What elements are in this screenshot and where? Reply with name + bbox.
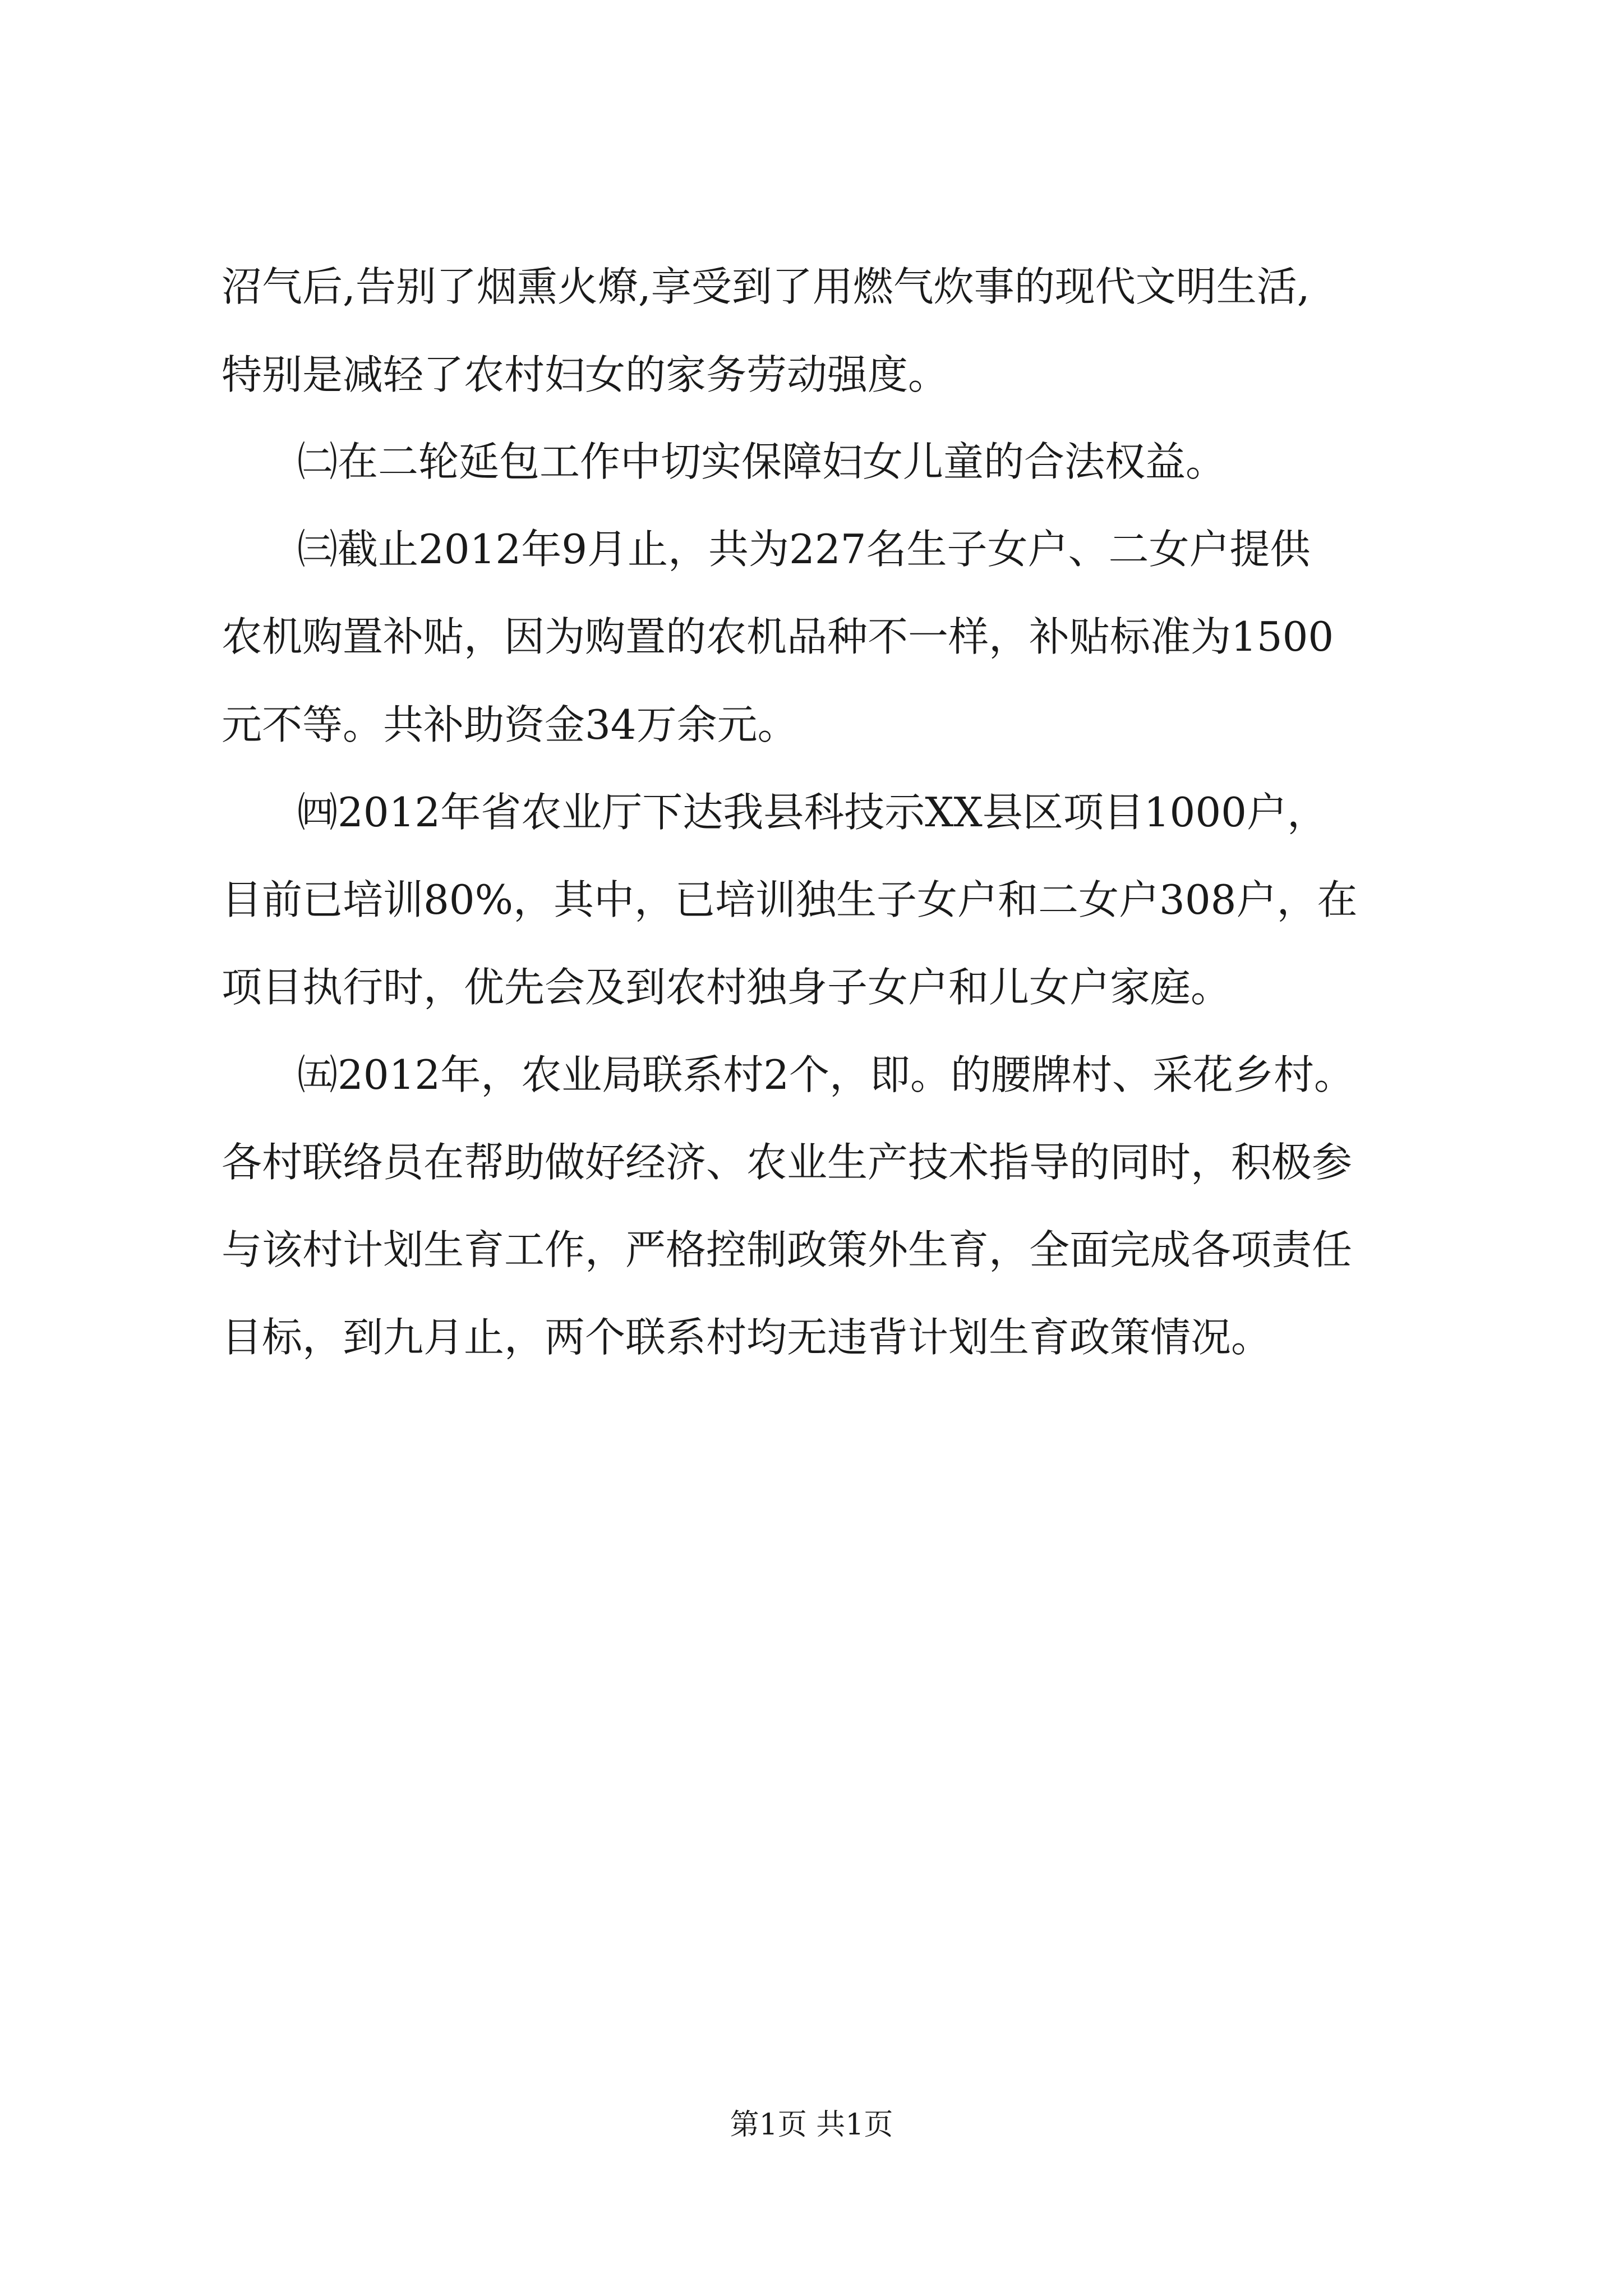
text-line: 项目执行时，优先会及到农村独身子女户和儿女户家庭。 [222, 964, 1232, 1011]
paragraph-heading: ㈡在二轮延包工作中切实保障妇女儿童的合法权益。 [297, 438, 1227, 485]
text-line: 沼气后,告别了烟熏火燎,享受到了用燃气炊事的现代文明生活, [222, 263, 1310, 310]
text-line: 元不等。共补助资金34万余元。 [222, 701, 798, 748]
page-number-footer: 第1页 共1页 [730, 2108, 893, 2142]
text-line: 特别是减轻了农村妇女的家务劳动强度。 [222, 351, 949, 398]
text-line: 目标，到九月止，两个联系村均无违背计划生育政策情况。 [222, 1314, 1272, 1361]
paragraph-heading: ㈢截止2012年9月止，共为227名生子女户、二女户提供 [297, 526, 1311, 573]
text-line: 目前已培训80%，其中，已培训独生子女户和二女户308户，在 [222, 876, 1358, 923]
text-line: 与该村计划生育工作，严格控制政策外生育，全面完成各项责任 [222, 1226, 1353, 1273]
text-line: 农机购置补贴，因为购置的农机品种不一样，补贴标准为1500 [222, 613, 1334, 660]
paragraph-heading: ㈣2012年省农业厅下达我县科技示XX县区项目1000户， [297, 789, 1327, 836]
text-line: 各村联络员在帮助做好经济、农业生产技术指导的同时，积极参 [222, 1139, 1353, 1186]
paragraph-heading: ㈤2012年，农业局联系村2个，即。的腰牌村、采花乡村。 [297, 1051, 1355, 1098]
